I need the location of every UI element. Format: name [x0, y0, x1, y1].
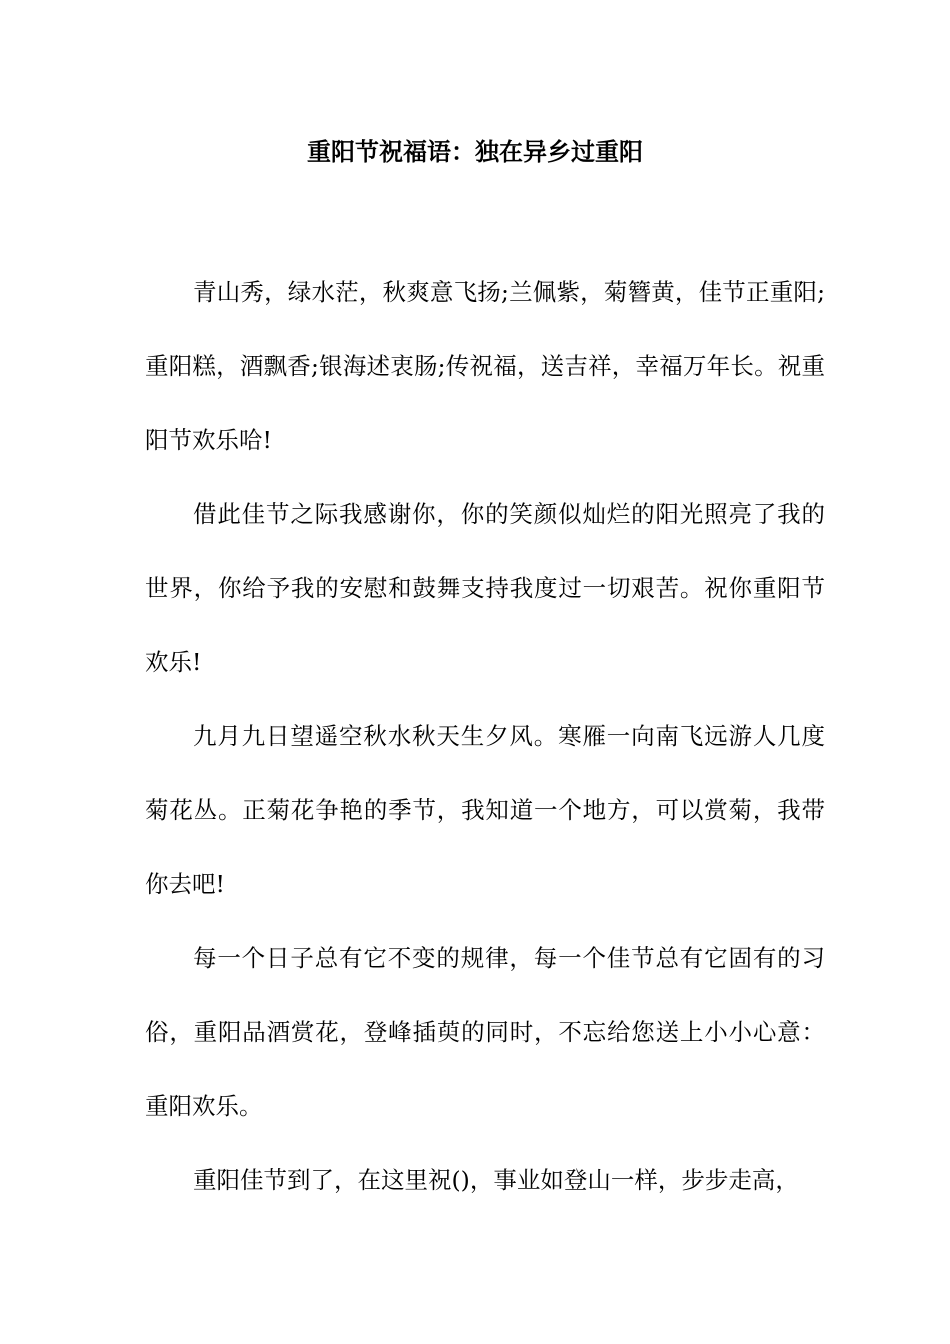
paragraph-2: 借此佳节之际我感谢你，你的笑颜似灿烂的阳光照亮了我的世界，你给予我的安慰和鼓舞支持我度过一切艰苦。祝你重阳节欢乐! [145, 500, 825, 676]
document-body [145, 255, 825, 1217]
paragraph-5: 重阳佳节到了，在这里祝()，事业如登山一样，步步走高， [193, 1166, 799, 1194]
paragraph-1: 青山秀，绿水茫，秋爽意飞扬;兰佩紫，菊簪黄，佳节正重阳;重阳糕，酒飘香;银海述衷肠;传祝福，送吉祥，幸福万年长。祝重阳节欢乐哈! [145, 278, 825, 454]
page-title: 重阳节祝福语：独在异乡过重阳 [307, 137, 643, 166]
paragraph-3: 九月九日望遥空秋水秋天生夕风。寒雁一向南飞远游人几度菊花丛。正菊花争艳的季节，我知道一个地方，可以赏菊，我带你去吧! [145, 722, 825, 898]
paragraph-4: 每一个日子总有它不变的规律，每一个佳节总有它固有的习俗，重阳品酒赏花，登峰插萸的同时，不忘给您送上小小心意：重阳欢乐。 [145, 944, 825, 1120]
